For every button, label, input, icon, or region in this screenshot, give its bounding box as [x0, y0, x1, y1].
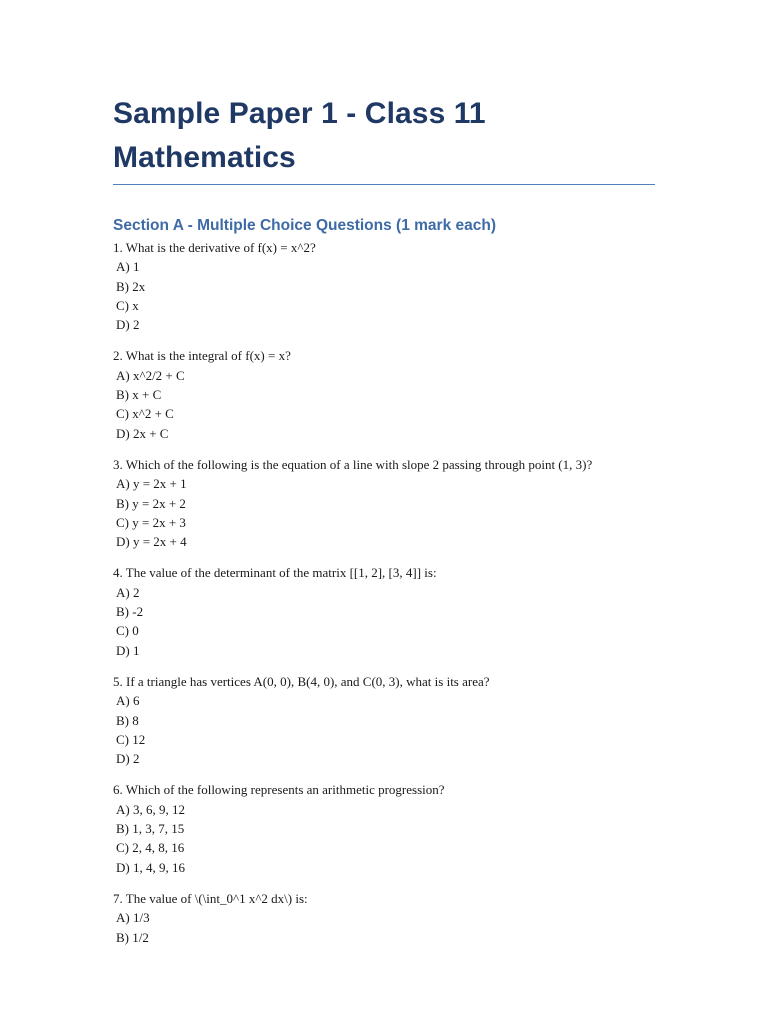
answer-option: D) 2x + C: [116, 425, 169, 441]
question-item: [113, 346, 655, 442]
answer-option: D) 2: [116, 751, 140, 767]
answer-option: B) 2x: [116, 278, 146, 294]
document-title: Sample Paper 1 - Class 11 Mathematics: [113, 92, 655, 185]
question-item: [113, 780, 655, 876]
answer-option: A) 2: [116, 584, 140, 600]
question-text: 3. Which of the following is the equation of a line with slope 2 passing through point (1, 3)?: [113, 456, 593, 472]
question-text: 1. What is the derivative of f(x) = x^2?: [113, 240, 316, 255]
question-text: 6. Which of the following represents an arithmetic progression?: [113, 782, 445, 798]
question-text: 2. What is the integral of f(x) = x?: [113, 348, 291, 364]
answer-option: B) y = 2x + 2: [116, 495, 186, 511]
answer-option: C) x^2 + C: [116, 406, 174, 422]
answer-option: A) 3, 6, 9, 12: [116, 801, 185, 817]
question-item: [113, 455, 655, 551]
question-text: 7. The value of \(\int_0^1 x^2 dx\) is:: [113, 890, 308, 906]
answer-option: A) 6: [116, 693, 140, 709]
question-list: [113, 238, 655, 947]
answer-option: C) x: [116, 297, 139, 313]
answer-option: A) y = 2x + 1: [116, 476, 187, 492]
document-page: [113, 92, 655, 959]
answer-option: B) 1, 3, 7, 15: [116, 821, 185, 837]
question-text: 4. The value of the determinant of the matrix [[1, 2], [3, 4]] is:: [113, 565, 437, 581]
answer-option: B) x + C: [116, 387, 162, 403]
answer-option: C) 2, 4, 8, 16: [116, 840, 185, 856]
answer-option: D) 1: [116, 642, 140, 658]
question-item: [113, 238, 655, 334]
question-text: 5. If a triangle has vertices A(0, 0), B(4, 0), and C(0, 3), what is its area?: [113, 673, 490, 689]
answer-option: D) 2: [116, 317, 140, 333]
answer-option: A) 1: [116, 259, 140, 275]
answer-option: B) 1/2: [116, 929, 149, 945]
question-item: [113, 672, 655, 768]
answer-option: D) 1, 4, 9, 16: [116, 859, 185, 875]
section-a-heading: Section A - Multiple Choice Questions (1 mark each): [113, 217, 496, 234]
question-item: [113, 563, 655, 659]
answer-option: A) x^2/2 + C: [116, 367, 185, 383]
answer-option: B) 8: [116, 712, 139, 728]
question-item: [113, 889, 655, 947]
answer-option: A) 1/3: [116, 910, 150, 926]
answer-option: C) 12: [116, 731, 146, 747]
answer-option: D) y = 2x + 4: [116, 534, 187, 550]
answer-option: B) -2: [116, 604, 144, 620]
answer-option: C) 0: [116, 623, 139, 639]
answer-option: C) y = 2x + 3: [116, 514, 186, 530]
